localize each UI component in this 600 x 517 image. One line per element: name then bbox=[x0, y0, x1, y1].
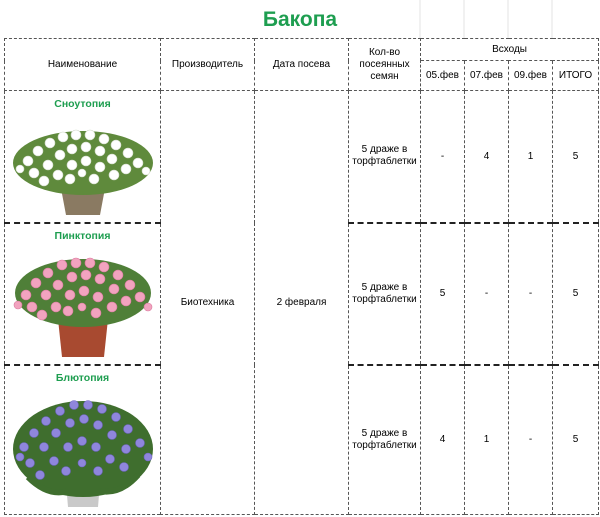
plant-name: Пинктопия bbox=[54, 229, 111, 242]
plant-photo-snowtopia bbox=[8, 113, 158, 217]
count-cell: 4 bbox=[421, 365, 465, 515]
count-cell: 1 bbox=[509, 91, 553, 223]
total-cell: 5 bbox=[553, 91, 599, 223]
count-cell: 5 bbox=[421, 223, 465, 365]
count-cell: 1 bbox=[465, 365, 509, 515]
total-cell: 5 bbox=[553, 223, 599, 365]
sheet-title: Бакопа bbox=[262, 8, 338, 31]
count-cell: - bbox=[421, 91, 465, 223]
seedling-table bbox=[4, 38, 599, 515]
plant-photo-blutopia bbox=[8, 387, 158, 511]
seeds-cell: 5 драже в торфтаблетки bbox=[349, 91, 421, 223]
header-producer: Производитель bbox=[161, 39, 255, 91]
seeds-cell: 5 драже в торфтаблетки bbox=[349, 365, 421, 515]
count-cell: - bbox=[509, 223, 553, 365]
seeds-cell: 5 драже в торфтаблетки bbox=[349, 223, 421, 365]
plant-cell bbox=[5, 365, 161, 515]
header-sow-date: Дата посева bbox=[255, 39, 349, 91]
total-cell: 5 bbox=[553, 365, 599, 515]
count-cell: 4 bbox=[465, 91, 509, 223]
header-date-1: 05.фев bbox=[421, 61, 465, 91]
header-name: Наименование bbox=[5, 39, 161, 91]
header-date-2: 07.фев bbox=[465, 61, 509, 91]
sow-date-cell: 2 февраля bbox=[255, 91, 349, 515]
header-total: ИТОГО bbox=[553, 61, 599, 91]
plant-cell bbox=[5, 223, 161, 365]
header-date-3: 09.фев bbox=[509, 61, 553, 91]
count-cell: - bbox=[509, 365, 553, 515]
header-seeds-count: Кол-во посеянных семян bbox=[349, 39, 421, 91]
plant-name: Сноутопия bbox=[54, 98, 111, 111]
plant-photo-pinktopia bbox=[8, 245, 158, 361]
plant-name: Блютопия bbox=[55, 371, 110, 384]
table-row bbox=[5, 91, 599, 223]
header-sprouts: Всходы bbox=[421, 39, 599, 61]
plant-cell bbox=[5, 91, 161, 223]
producer-cell: Биотехника bbox=[161, 91, 255, 515]
count-cell: - bbox=[465, 223, 509, 365]
